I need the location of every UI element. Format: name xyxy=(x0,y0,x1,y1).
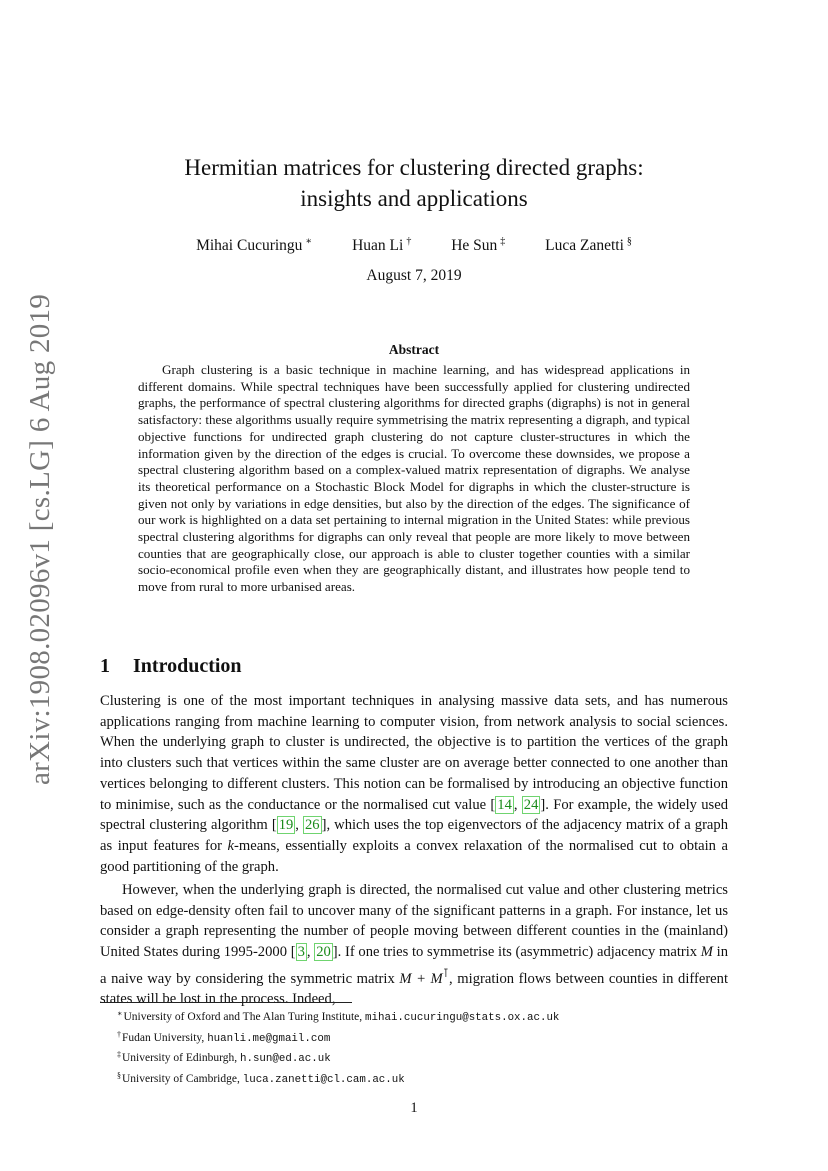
footnote-mark: § xyxy=(117,1070,121,1080)
page-number: 1 xyxy=(410,1100,418,1116)
text-run: . If one tries to symmetrise its (asymmetric) adjacency matrix xyxy=(337,944,701,961)
abstract-heading: Abstract xyxy=(388,342,440,357)
footnote-mark[interactable]: † xyxy=(406,236,412,247)
footnote xyxy=(117,1047,717,1068)
title-line-1: Hermitian matrices for clustering directed graphs: xyxy=(184,155,644,180)
arxiv-identifier[interactable]: arXiv:1908.02096v1 [cs.LG] 6 Aug 2019 xyxy=(24,293,56,785)
author xyxy=(451,232,505,256)
email-link[interactable]: huanli.me@gmail.com xyxy=(207,1032,331,1045)
math-variable: M xyxy=(700,944,713,961)
paragraph: Clustering is one of the most important techniques in analysing massive data sets, and has numerous applications ranging from machine learning to computer vision, from network analysis to social sciences. When the underlying graph to cluster is undirected, the objective is to partition the vertices of the graph into clusters such that vertices within the same cluster are on average better connected to one another than vertices belonging to different clusters. This notion can be formalised by introducing an objective function to minimise, such as the conductance or the normalised cut value [ 14 , 24 ]. For example, the widely used spectral clustering algorithm [ 19 , 26 ], which uses the top eigenvectors of the adjacency matrix of a graph as input features for k-means, essentially exploits a convex relaxation of the normalised cut to obtain a good partitioning of the graph. xyxy=(100,693,728,875)
footnote-mark[interactable]: ∗ xyxy=(305,236,313,247)
email-link[interactable]: luca.zanetti@cl.cam.ac.uk xyxy=(242,1073,405,1086)
author-name: Mihai Cucuringu xyxy=(196,237,303,254)
footnote-mark[interactable]: ‡ xyxy=(500,236,506,247)
footnote-text: University of Edinburgh, xyxy=(122,1052,240,1065)
footnotes xyxy=(117,1006,717,1088)
section-number: 1 xyxy=(100,655,110,677)
section-title: Introduction xyxy=(133,655,242,677)
paper-title xyxy=(100,152,728,214)
footnote-mark[interactable]: § xyxy=(626,236,632,247)
footnote-mark: † xyxy=(117,1029,121,1039)
footnote xyxy=(117,1068,717,1089)
citation-link[interactable]: 20 xyxy=(316,944,331,961)
footnote-text: Fudan University, xyxy=(122,1031,208,1044)
citation-link[interactable]: 3 xyxy=(297,944,305,961)
math-expression: M + M xyxy=(399,970,443,987)
email-link[interactable]: h.sun@ed.ac.uk xyxy=(239,1053,331,1066)
author-name: He Sun xyxy=(451,237,498,254)
footnote-text: University of Oxford and The Alan Turing Institute, xyxy=(123,1011,366,1023)
transpose-symbol: ⊺ xyxy=(442,965,450,980)
author-name: Huan Li xyxy=(352,237,404,254)
text-run: , which uses the top eigenvectors of the adjacency matrix of a graph as input features for xyxy=(100,817,728,854)
text-run: -means, essentially exploits a convex relaxation of the normalised cut to obtain a good partitioning of the graph. xyxy=(100,837,728,875)
citation-link[interactable]: 19 xyxy=(278,817,294,834)
footnote xyxy=(117,1027,717,1048)
author-name: Luca Zanetti xyxy=(545,237,624,254)
email-link[interactable]: mihai.cucuringu@stats.ox.ac.uk xyxy=(365,1012,560,1024)
author xyxy=(352,232,411,256)
section-heading xyxy=(100,655,242,678)
citation-link[interactable]: 24 xyxy=(523,796,539,813)
abstract-text: Graph clustering is a basic technique in machine learning, and has widespread applications in different domains. While spectral techniques have been successfully applied for clustering undirected graphs, the performance of spectral clustering algorithms for directed graphs (digraphs) is not in general satisfactory: these algorithms usually require symmetrising the matrix representing a digraph, and typical objective functions for undirected graph clustering do not capture cluster-structures in which the information given by the direction of the edges is crucial. To overcome these downsides, we propose a spectral clustering algorithm based on a complex-valued matrix representation of digraphs. We analyse its theoretical performance on a Stochastic Block Model for digraphs in which the cluster-structure is given not only by variations in edge densities, but also by the direction of the edges. The significance of our work is highlighted on a data set pertaining to internal migration in the United States: while previous spectral clustering algorithms for digraphs can only reveal that people are more likely to move between counties that are geographically close, our approach is able to cluster together counties with a similar socio-economical profile even when they are geographically distant, and illustrates how people tend to move from rural to more urbanised areas. xyxy=(138,362,690,595)
citation-link[interactable]: 26 xyxy=(305,817,320,834)
paragraph: However, when the underlying graph is directed, the normalised cut value and other clustering metrics based on edge-density often fail to uncover many of the significant patterns in a graph. For instance, let us consider a graph representing the number of people moving between different counties in the (mainland) United States during 1995-2000 [ 3 , 20 ]. If one tries to symmetrise its (asymmetric) adjacency matrix M in a naive way by considering the symmetric matrix M + M⊺, migration flows between counties in different states will be lost in the process. Indeed, xyxy=(100,882,729,1008)
title-line-2: insights and applications xyxy=(300,186,528,211)
author xyxy=(196,232,312,256)
text-run: However, when the underlying graph is directed, the normalised cut value and other clustering metrics based on edge-density often fail to uncover many of the significant patterns in a graph. For instance, let us consider a graph representing the number of people moving between different counties in the (mainland) United States during 1995-2000 xyxy=(100,882,728,961)
paper-date: August 7, 2019 xyxy=(366,267,462,284)
footnote-text: University of Cambridge, xyxy=(122,1072,243,1085)
citation-link[interactable]: 14 xyxy=(497,796,512,813)
footnote-divider xyxy=(100,1002,352,1003)
text-run: Clustering is one of the most important techniques in analysing massive data sets, and has numerous applications ranging from machine learning to computer vision, from network analysis to social sciences. When the underlying graph to cluster is undirected, the objective is to partition the vertices of the graph into clusters such that vertices within the same cluster are on average better connected to one another than vertices belonging to different clusters. This notion can be formalised by introducing an objective function to minimise, such as the conductance or the normalised cut value xyxy=(100,693,728,813)
author xyxy=(545,232,632,256)
math-variable: k xyxy=(227,837,234,854)
text-run: , migration flows between counties in different states will be lost in the process. Indeed, xyxy=(100,970,729,1008)
text-run: . For example, the widely used spectral clustering algorithm xyxy=(100,796,728,834)
text-run: in a naive way by considering the symmetric matrix xyxy=(100,944,729,987)
author-list xyxy=(100,232,728,256)
footnote-mark: ∗ xyxy=(117,1009,123,1018)
footnote-mark: ‡ xyxy=(117,1050,121,1060)
footnote xyxy=(117,1006,717,1027)
